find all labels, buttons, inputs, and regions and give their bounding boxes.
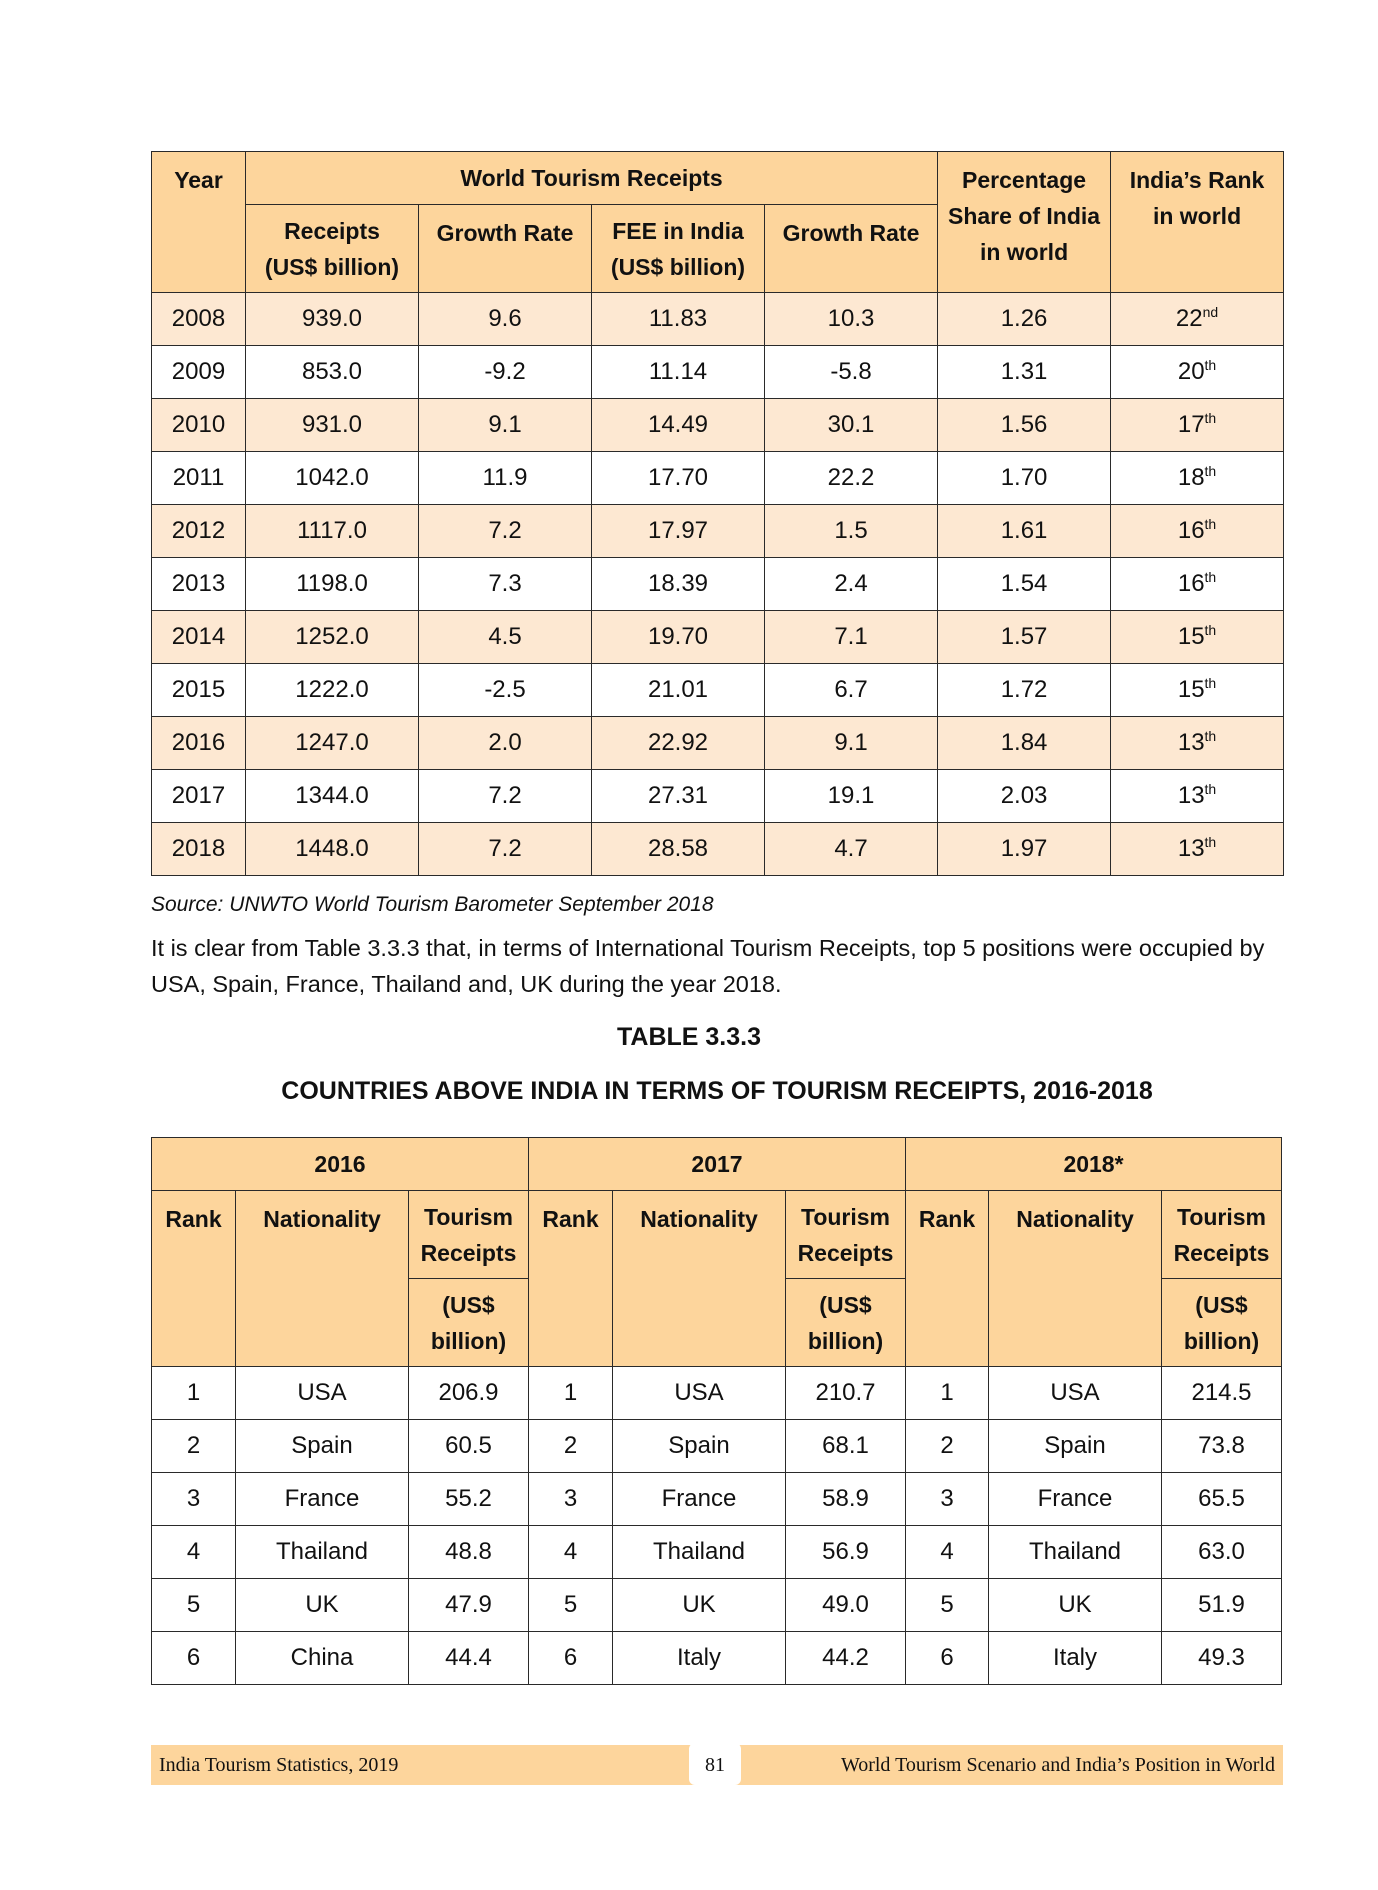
rank-number: 17 <box>1177 411 1205 438</box>
cell-receipts: 73.8 <box>1162 1420 1282 1473</box>
header-receipts-label: Receipts <box>284 217 380 244</box>
header-percentage-share-line3: in world <box>979 239 1069 265</box>
cell-nationality: France <box>613 1473 786 1526</box>
cell-rank: 6 <box>529 1632 613 1685</box>
table-row <box>152 1420 1282 1473</box>
cell-receipts: 56.9 <box>786 1526 906 1579</box>
countries-above-india-table <box>151 1137 1282 1685</box>
cell-share: 1.70 <box>938 452 1111 505</box>
page-footer <box>151 1745 1283 1785</box>
header-receipts-unit-line2: billion) <box>807 1327 884 1354</box>
rank-suffix: th <box>1204 463 1217 479</box>
cell-year: 2014 <box>152 611 246 664</box>
cell-share: 1.56 <box>938 399 1111 452</box>
rank-suffix: th <box>1204 357 1217 373</box>
table-row <box>152 1526 1282 1579</box>
rank-number: 16 <box>1177 517 1205 544</box>
cell-nationality: France <box>989 1473 1162 1526</box>
rank-number: 22 <box>1175 305 1203 332</box>
cell-growth: 7.2 <box>419 505 592 558</box>
cell-receipts: 51.9 <box>1162 1579 1282 1632</box>
cell-year: 2008 <box>152 293 246 346</box>
cell-year: 2017 <box>152 770 246 823</box>
rank-number: 13 <box>1177 835 1205 862</box>
cell-year: 2015 <box>152 664 246 717</box>
cell-rank <box>1111 770 1284 823</box>
rank-suffix: nd <box>1202 304 1219 320</box>
table-row <box>152 1473 1282 1526</box>
india-tourism-receipts-table <box>151 151 1284 876</box>
header-receipts-unit-line1: (US$ <box>1195 1291 1248 1318</box>
cell-fee: 19.70 <box>592 611 765 664</box>
cell-rank: 2 <box>529 1420 613 1473</box>
cell-nationality: Spain <box>989 1420 1162 1473</box>
rank-suffix: th <box>1204 569 1217 585</box>
cell-nationality: Spain <box>236 1420 409 1473</box>
cell-rank <box>1111 823 1284 876</box>
cell-nationality: Thailand <box>989 1526 1162 1579</box>
table-row <box>152 452 1284 505</box>
header-rank: Rank <box>529 1191 613 1367</box>
cell-nationality: UK <box>989 1579 1162 1632</box>
cell-receipts: 1344.0 <box>246 770 419 823</box>
header-rank: Rank <box>906 1191 989 1367</box>
cell-rank: 3 <box>152 1473 236 1526</box>
header-receipts-unit: (US$ billion) <box>264 253 400 280</box>
header-tourism-receipts: Tourism Receipts <box>786 1191 906 1279</box>
cell-year: 2009 <box>152 346 246 399</box>
cell-rank: 4 <box>529 1526 613 1579</box>
cell-rank: 5 <box>152 1579 236 1632</box>
cell-fee: 27.31 <box>592 770 765 823</box>
cell-nationality: USA <box>613 1367 786 1420</box>
cell-receipts: 214.5 <box>1162 1367 1282 1420</box>
cell-fee_growth: 30.1 <box>765 399 938 452</box>
rank-number: 15 <box>1177 623 1205 650</box>
cell-nationality: Spain <box>613 1420 786 1473</box>
cell-receipts: 47.9 <box>409 1579 529 1632</box>
table-row <box>152 558 1284 611</box>
cell-receipts: 853.0 <box>246 346 419 399</box>
cell-rank <box>1111 293 1284 346</box>
cell-receipts: 939.0 <box>246 293 419 346</box>
cell-year: 2011 <box>152 452 246 505</box>
cell-rank <box>1111 611 1284 664</box>
cell-growth: 7.2 <box>419 823 592 876</box>
cell-nationality: UK <box>236 1579 409 1632</box>
rank-number: 13 <box>1177 782 1205 809</box>
cell-receipts: 1448.0 <box>246 823 419 876</box>
header-nationality: Nationality <box>613 1191 786 1367</box>
cell-nationality: China <box>236 1632 409 1685</box>
cell-fee_growth: 19.1 <box>765 770 938 823</box>
cell-receipts: 49.3 <box>1162 1632 1282 1685</box>
year-header-2016: 2016 <box>152 1138 529 1191</box>
header-percentage-share-line1: Percentage <box>962 167 1087 193</box>
cell-fee_growth: 22.2 <box>765 452 938 505</box>
cell-rank <box>1111 452 1284 505</box>
table-row <box>152 293 1284 346</box>
cell-year: 2016 <box>152 717 246 770</box>
cell-rank <box>1111 399 1284 452</box>
page-number: 81 <box>689 1743 741 1785</box>
cell-nationality: France <box>236 1473 409 1526</box>
header-growth-rate: Growth Rate <box>419 205 592 293</box>
cell-fee: 17.97 <box>592 505 765 558</box>
header-fee-growth-rate: Growth Rate <box>765 205 938 293</box>
cell-fee_growth: 10.3 <box>765 293 938 346</box>
rank-suffix: th <box>1204 781 1217 797</box>
cell-fee_growth: 4.7 <box>765 823 938 876</box>
cell-share: 1.57 <box>938 611 1111 664</box>
cell-receipts: 1198.0 <box>246 558 419 611</box>
cell-share: 1.84 <box>938 717 1111 770</box>
cell-receipts: 44.4 <box>409 1632 529 1685</box>
cell-receipts: 210.7 <box>786 1367 906 1420</box>
cell-receipts: 1042.0 <box>246 452 419 505</box>
cell-receipts: 1117.0 <box>246 505 419 558</box>
cell-receipts: 49.0 <box>786 1579 906 1632</box>
header-receipts-unit <box>786 1279 906 1367</box>
table-row <box>152 611 1284 664</box>
footer-chapter: World Tourism Scenario and India’s Position in World <box>840 1754 1275 1776</box>
cell-fee: 18.39 <box>592 558 765 611</box>
cell-nationality: Italy <box>989 1632 1162 1685</box>
header-receipts-unit-line1: (US$ <box>442 1291 495 1318</box>
rank-number: 18 <box>1177 464 1205 491</box>
rank-suffix: th <box>1204 516 1217 532</box>
rank-suffix: th <box>1204 410 1217 426</box>
cell-share: 1.26 <box>938 293 1111 346</box>
cell-nationality: USA <box>989 1367 1162 1420</box>
cell-rank: 1 <box>906 1367 989 1420</box>
cell-growth: 2.0 <box>419 717 592 770</box>
cell-fee: 17.70 <box>592 452 765 505</box>
header-receipts-unit <box>409 1279 529 1367</box>
cell-rank: 5 <box>529 1579 613 1632</box>
cell-fee: 21.01 <box>592 664 765 717</box>
cell-fee_growth: 7.1 <box>765 611 938 664</box>
cell-fee: 11.14 <box>592 346 765 399</box>
cell-share: 2.03 <box>938 770 1111 823</box>
year-header-2018: 2018* <box>906 1138 1282 1191</box>
header-india-rank <box>1111 152 1284 293</box>
cell-share: 1.31 <box>938 346 1111 399</box>
cell-rank: 4 <box>152 1526 236 1579</box>
rank-number: 20 <box>1177 358 1205 385</box>
source-note: Source: UNWTO World Tourism Barometer September 2018 <box>151 893 714 916</box>
cell-receipts: 60.5 <box>409 1420 529 1473</box>
table-row <box>152 823 1284 876</box>
cell-nationality: USA <box>236 1367 409 1420</box>
cell-rank: 5 <box>906 1579 989 1632</box>
header-year: Year <box>152 152 246 293</box>
table-row <box>152 346 1284 399</box>
cell-receipts: 44.2 <box>786 1632 906 1685</box>
table-number: TABLE 3.3.3 <box>616 1023 762 1051</box>
cell-receipts: 1247.0 <box>246 717 419 770</box>
cell-receipts: 65.5 <box>1162 1473 1282 1526</box>
cell-share: 1.61 <box>938 505 1111 558</box>
table-row <box>152 1367 1282 1420</box>
cell-fee: 11.83 <box>592 293 765 346</box>
cell-rank: 1 <box>529 1367 613 1420</box>
cell-year: 2012 <box>152 505 246 558</box>
rank-suffix: th <box>1204 728 1217 744</box>
year-header-2017: 2017 <box>529 1138 906 1191</box>
cell-fee_growth: 9.1 <box>765 717 938 770</box>
header-percentage-share-line2: Share of India <box>948 203 1101 229</box>
cell-receipts: 68.1 <box>786 1420 906 1473</box>
rank-number: 15 <box>1177 676 1205 703</box>
cell-receipts: 206.9 <box>409 1367 529 1420</box>
table-row <box>152 717 1284 770</box>
header-rank: Rank <box>152 1191 236 1367</box>
header-receipts-unit-line2: billion) <box>430 1327 507 1354</box>
rank-number: 16 <box>1177 570 1205 597</box>
cell-growth: 4.5 <box>419 611 592 664</box>
cell-rank: 3 <box>906 1473 989 1526</box>
header-tourism-receipts: Tourism Receipts <box>409 1191 529 1279</box>
header-fee-india-unit: (US$ billion) <box>610 253 746 280</box>
cell-rank: 4 <box>906 1526 989 1579</box>
cell-rank <box>1111 664 1284 717</box>
cell-receipts: 58.9 <box>786 1473 906 1526</box>
cell-fee_growth: 1.5 <box>765 505 938 558</box>
rank-suffix: th <box>1204 834 1217 850</box>
cell-rank <box>1111 558 1284 611</box>
cell-growth: 11.9 <box>419 452 592 505</box>
header-nationality: Nationality <box>989 1191 1162 1367</box>
cell-fee: 14.49 <box>592 399 765 452</box>
cell-rank: 2 <box>152 1420 236 1473</box>
header-receipts <box>246 205 419 293</box>
cell-share: 1.72 <box>938 664 1111 717</box>
cell-year: 2018 <box>152 823 246 876</box>
table-row <box>152 1579 1282 1632</box>
body-paragraph: It is clear from Table 3.3.3 that, in terms of International Tourism Receipts, top 5 positions were occupied by USA, Spain, France, Thailand and, UK during the year 2018. <box>151 935 1265 997</box>
cell-share: 1.54 <box>938 558 1111 611</box>
header-fee-india <box>592 205 765 293</box>
header-receipts-unit-line1: (US$ <box>819 1291 872 1318</box>
cell-receipts: 63.0 <box>1162 1526 1282 1579</box>
rank-suffix: th <box>1204 622 1217 638</box>
cell-growth: -9.2 <box>419 346 592 399</box>
cell-fee_growth: 6.7 <box>765 664 938 717</box>
cell-receipts: 55.2 <box>409 1473 529 1526</box>
cell-rank <box>1111 717 1284 770</box>
cell-fee_growth: 2.4 <box>765 558 938 611</box>
cell-year: 2010 <box>152 399 246 452</box>
cell-growth: 9.1 <box>419 399 592 452</box>
header-percentage-share <box>938 152 1111 293</box>
rank-suffix: th <box>1204 675 1217 691</box>
header-india-rank-line2: in world <box>1152 203 1242 229</box>
cell-receipts: 931.0 <box>246 399 419 452</box>
header-fee-india-label: FEE in India <box>612 217 744 244</box>
cell-fee_growth: -5.8 <box>765 346 938 399</box>
rank-number: 13 <box>1177 729 1205 756</box>
cell-growth: 9.6 <box>419 293 592 346</box>
cell-growth: 7.2 <box>419 770 592 823</box>
header-world-tourism-receipts: World Tourism Receipts <box>246 152 938 205</box>
cell-receipts: 48.8 <box>409 1526 529 1579</box>
cell-receipts: 1252.0 <box>246 611 419 664</box>
table-row <box>152 399 1284 452</box>
table-row <box>152 1632 1282 1685</box>
cell-growth: 7.3 <box>419 558 592 611</box>
header-receipts-unit-line2: billion) <box>1183 1327 1260 1354</box>
cell-rank: 1 <box>152 1367 236 1420</box>
cell-nationality: UK <box>613 1579 786 1632</box>
table-row <box>152 770 1284 823</box>
cell-rank: 2 <box>906 1420 989 1473</box>
header-nationality: Nationality <box>236 1191 409 1367</box>
cell-rank <box>1111 346 1284 399</box>
header-india-rank-line1: India’s Rank <box>1129 167 1265 193</box>
cell-growth: -2.5 <box>419 664 592 717</box>
cell-year: 2013 <box>152 558 246 611</box>
cell-fee: 22.92 <box>592 717 765 770</box>
cell-nationality: Thailand <box>236 1526 409 1579</box>
header-tourism-receipts: Tourism Receipts <box>1162 1191 1282 1279</box>
cell-rank: 3 <box>529 1473 613 1526</box>
cell-rank <box>1111 505 1284 558</box>
table-title: COUNTRIES ABOVE INDIA IN TERMS OF TOURISM RECEIPTS, 2016-2018 <box>281 1077 1153 1105</box>
cell-receipts: 1222.0 <box>246 664 419 717</box>
footer-publication: India Tourism Statistics, 2019 <box>159 1754 399 1776</box>
cell-fee: 28.58 <box>592 823 765 876</box>
header-receipts-unit <box>1162 1279 1282 1367</box>
table-row <box>152 505 1284 558</box>
cell-nationality: Thailand <box>613 1526 786 1579</box>
cell-rank: 6 <box>906 1632 989 1685</box>
table-row <box>152 664 1284 717</box>
cell-share: 1.97 <box>938 823 1111 876</box>
cell-nationality: Italy <box>613 1632 786 1685</box>
cell-rank: 6 <box>152 1632 236 1685</box>
